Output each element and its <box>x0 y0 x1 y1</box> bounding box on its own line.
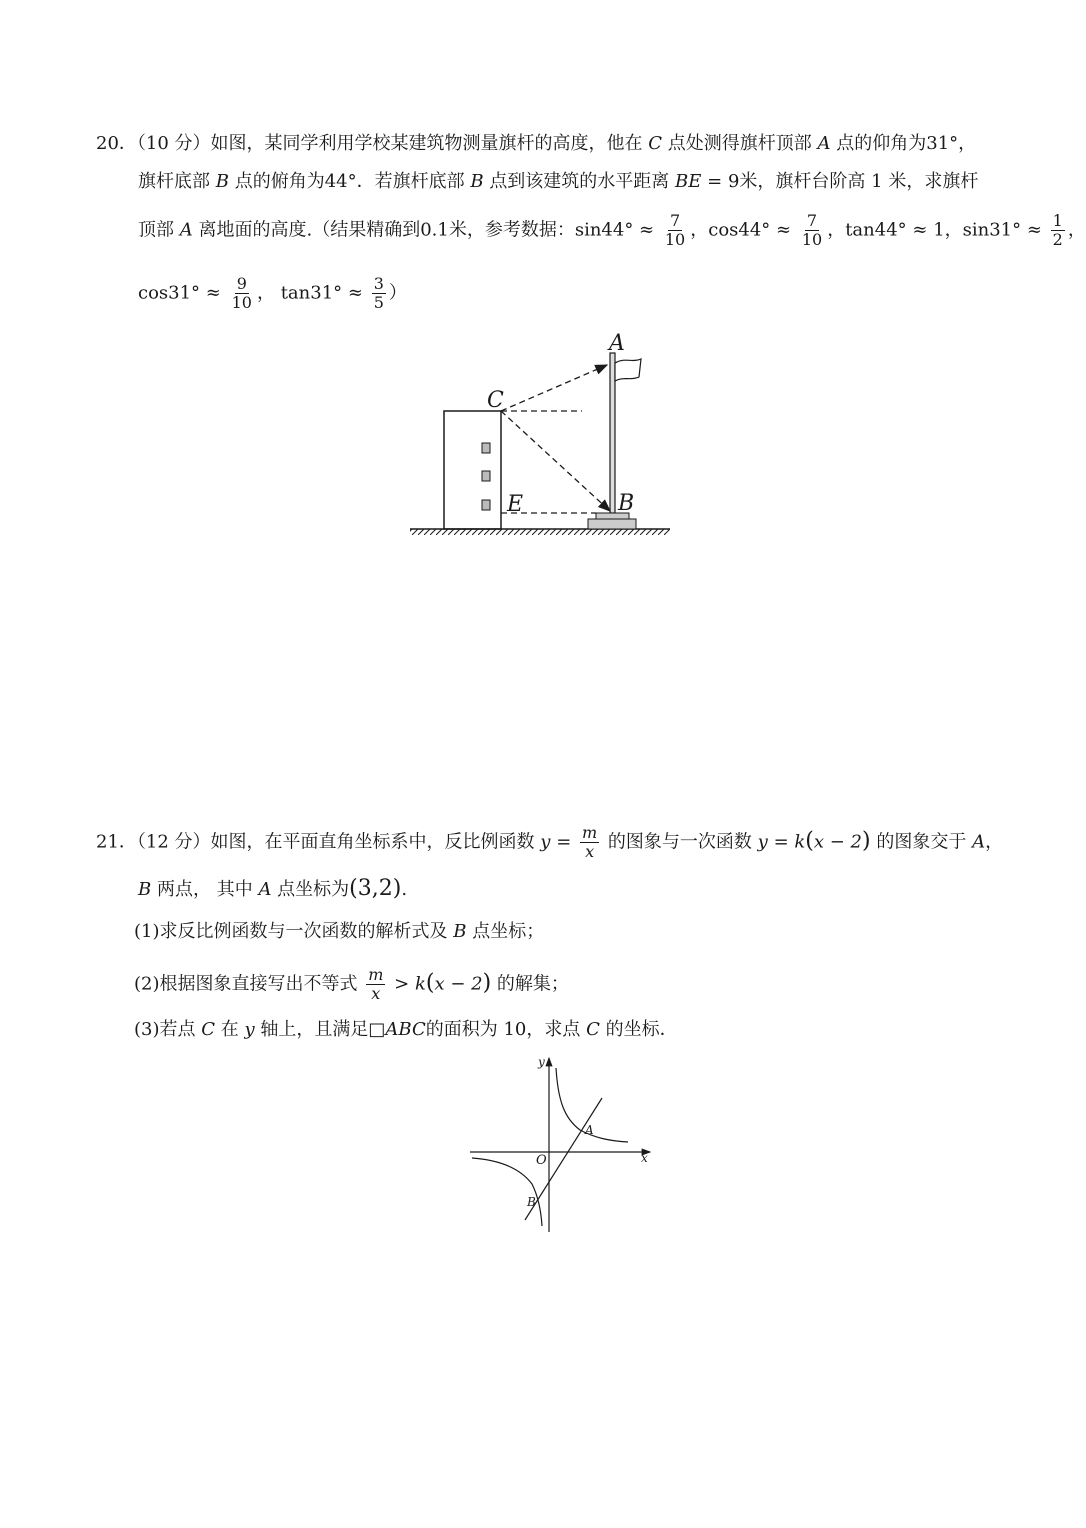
label-O: O <box>536 1153 547 1168</box>
label-A: A <box>585 1123 594 1137</box>
q20-line-3: 顶部 A 离地面的高度.（结果精确到0.1米，参考数据：sin44° ≈ $\frac{7}{10}$ ，cos44° ≈ $\frac{7}{10}$ ，tan44° ≈ 1，sin31° ≈ $\frac{1}{2}$ ， <box>138 211 1086 249</box>
fraction: $\frac{7}{10}$ <box>801 211 823 249</box>
fraction: $\frac{m}{x}$ <box>582 823 598 861</box>
label-A: A <box>609 331 625 356</box>
flag-pole <box>610 353 615 513</box>
q21-line-1: 21．（12 分）如图，在平面直角坐标系中，反比例函数 y = $\frac{m}{x}$ 的图象与一次函数 y = k(x − 2) 的图象交于 A， <box>96 823 1004 861</box>
q20-number: 20． <box>96 133 137 154</box>
label-B: B <box>618 491 635 516</box>
q21-score: （12 分） <box>136 831 211 853</box>
q20-line-1: 20．（10 分）如图，某同学利用学校某建筑物测量旗杆的高度，他在 C 点处测得旗杆顶部 A 点的仰角为31°， <box>96 133 977 154</box>
coordinate-figure <box>460 1050 660 1235</box>
fraction: $\frac{7}{10}$ <box>664 211 686 249</box>
q20-line-2: 旗杆底部 B 点的俯角为44°．若旗杆底部 B 点到该建筑的水平距离 BE = 9米，旗杆台阶高 1 米，求旗杆 <box>138 171 979 192</box>
ground <box>410 529 670 535</box>
q21-part-2: (2)根据图象直接写出不等式 $\frac{m}{x}$ > k(x − 2) 的解集； <box>134 965 569 1003</box>
building <box>444 411 501 529</box>
fraction: $\frac{3}{5}$ <box>373 274 384 312</box>
flagpole-figure <box>400 325 690 550</box>
label-x: x <box>641 1151 648 1165</box>
sight-line-to-A <box>501 365 607 411</box>
label-y: y <box>538 1055 545 1069</box>
window <box>482 443 490 453</box>
label-B: B <box>527 1195 536 1209</box>
label-C: C <box>487 388 504 413</box>
fraction: $\frac{m}{x}$ <box>368 965 384 1003</box>
q20-score: （10 分） <box>136 133 211 154</box>
step-lower <box>588 519 636 529</box>
q21-number: 21． <box>96 831 137 853</box>
hyperbola-branch-2 <box>472 1158 542 1226</box>
window <box>482 471 490 481</box>
q21-part-1: (1)求反比例函数与一次函数的解析式及 B 点坐标； <box>134 921 545 942</box>
fraction: $\frac{1}{2}$ <box>1052 211 1063 249</box>
fraction: $\frac{9}{10}$ <box>231 274 252 312</box>
q21-line-2: B 两点， 其中 A 点坐标为(3,2). <box>138 876 408 901</box>
window <box>482 500 490 510</box>
q21-part-3: (3)若点 C 在 y 轴上，且满足□ABC的面积为 10，求点 C 的坐标． <box>134 1019 678 1040</box>
q20-line-4: cos31° ≈ $\frac{9}{10}$ ， tan31° ≈ $\frac{3}{5}$ ） <box>138 274 407 312</box>
label-E: E <box>507 492 524 517</box>
flag <box>615 359 641 381</box>
